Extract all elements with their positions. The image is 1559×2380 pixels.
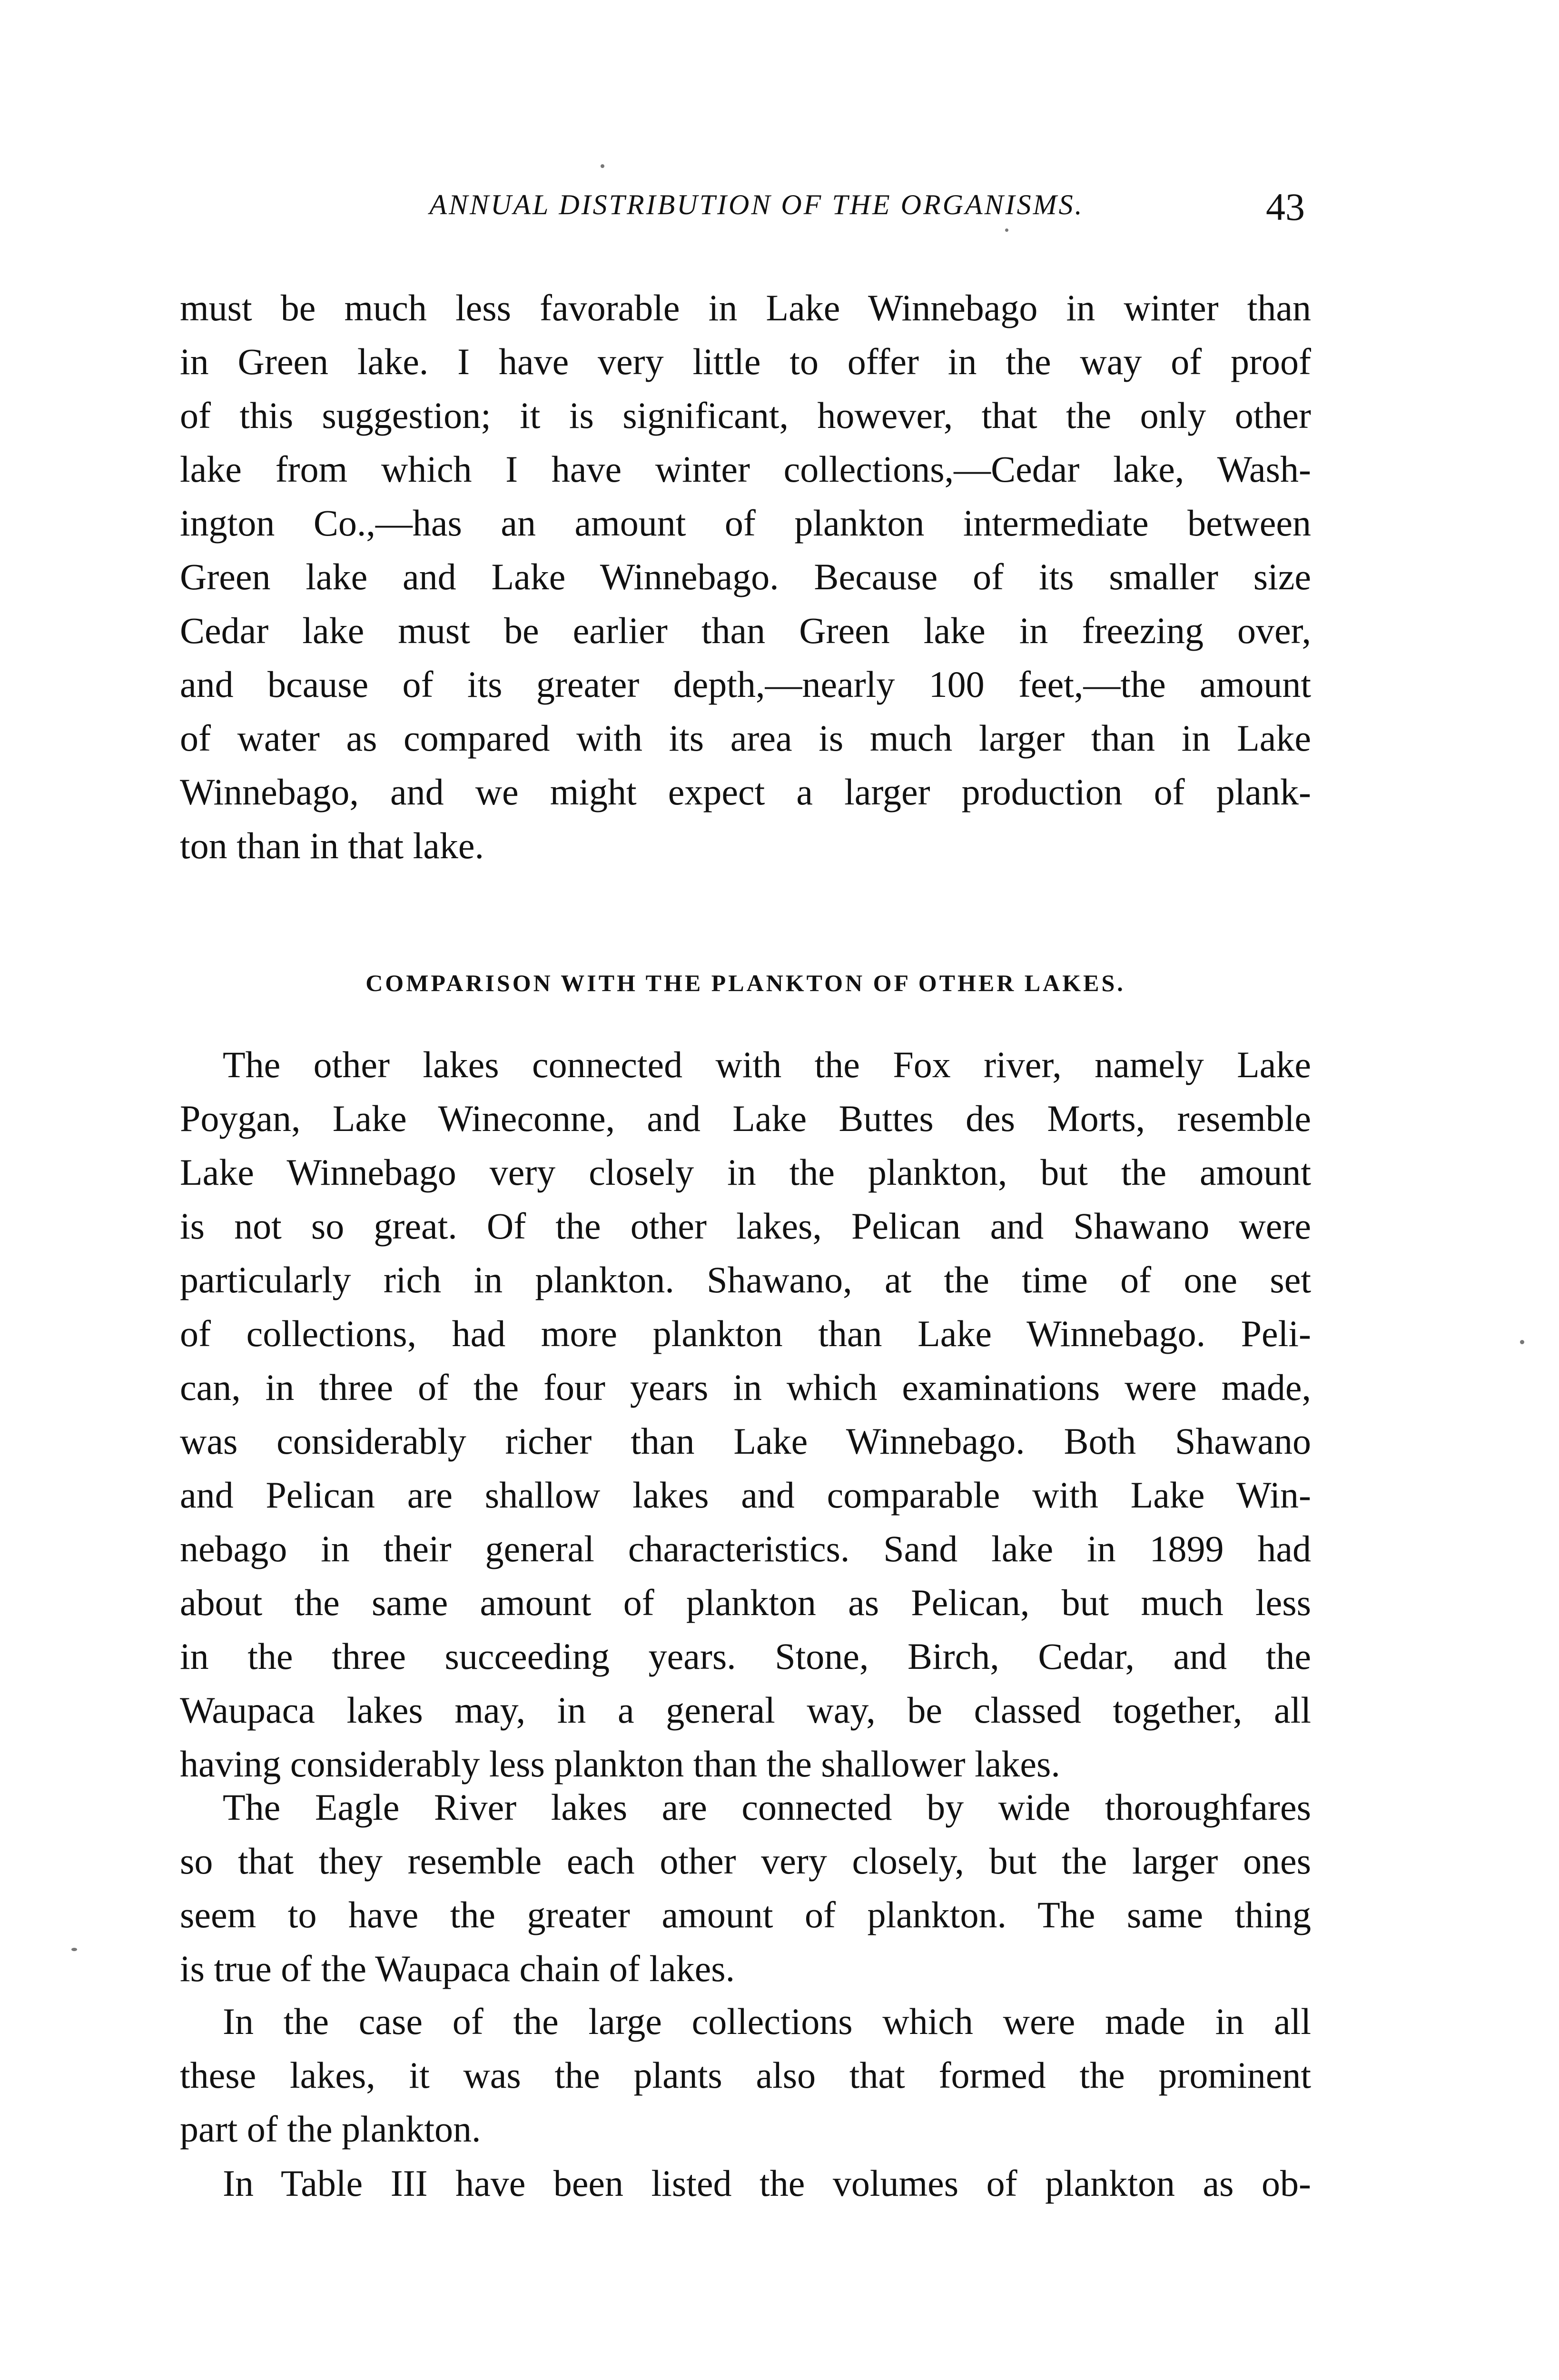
text-line: in Green lake. I have very little to offer in the way of proof [180,341,1311,382]
text-line: Winnebago, and we might expect a larger production of plank- [180,771,1311,813]
text-line: Poygan, Lake Wineconne, and Lake Buttes des Morts, resemble [180,1098,1311,1139]
text-line: In the case of the large collections which were made in all [223,2001,1311,2042]
text-line: and Pelican are shallow lakes and comparable with Lake Win- [180,1474,1311,1516]
text-line: of this suggestion; it is significant, however, that the only other [180,395,1311,436]
scan-speck [1520,1340,1524,1344]
paragraph-2 [180,1038,1311,1791]
paragraph-5 [180,2156,1311,2210]
running-head: ANNUAL DISTRIBUTION OF THE ORGANISMS. [429,189,1084,220]
text-line: is not so great. Of the other lakes, Pelican and Shawano were [180,1205,1311,1247]
text-line: can, in three of the four years in which examinations were made, [180,1367,1311,1408]
text-line: Cedar lake must be earlier than Green lake in freezing over, [180,610,1311,651]
text-line: lake from which I have winter collections,—Cedar lake, Wash- [180,448,1311,490]
text-line: Waupaca lakes may, in a general way, be classed together, all [180,1689,1311,1731]
text-line: part of the plankton. [180,2108,481,2150]
text-line: nebago in their general characteristics. Sand lake in 1899 had [180,1528,1311,1569]
text-line: ton than in that lake. [180,825,484,866]
paragraph-1 [180,281,1311,873]
text-line: of collections, had more plankton than Lake Winnebago. Peli- [180,1313,1311,1354]
text-line: must be much less favorable in Lake Winnebago in winter than [180,287,1311,328]
text-line: about the same amount of plankton as Pelican, but much less [180,1582,1311,1623]
text-line: Lake Winnebago very closely in the plankton, but the amount [180,1151,1311,1193]
text-line: in the three succeeding years. Stone, Birch, Cedar, and the [180,1636,1311,1677]
page-number: 43 [1266,185,1305,228]
scan-speck [1005,228,1008,232]
text-line: seem to have the greater amount of plankton. The same thing [180,1894,1311,1935]
text-line: In Table III have been listed the volumes of plankton as ob- [223,2162,1311,2204]
paragraph-3 [180,1780,1311,1995]
scan-speck [71,1948,77,1951]
text-line: The other lakes connected with the Fox river, namely Lake [223,1044,1311,1085]
section-heading: COMPARISON WITH THE PLANKTON OF OTHER LAKES. [365,970,1125,996]
text-line: was considerably richer than Lake Winnebago. Both Shawano [180,1420,1311,1462]
text-line: Green lake and Lake Winnebago. Because of its smaller size [180,556,1311,597]
text-line: ington Co.,—has an amount of plankton intermediate between [180,502,1311,544]
paragraph-4 [180,1994,1311,2156]
text-line: so that they resemble each other very closely, but the larger ones [180,1840,1311,1882]
text-line: these lakes, it was the plants also that formed the prominent [180,2054,1311,2096]
text-line: and bcause of its greater depth,—nearly 100 feet,—the amount [180,664,1311,705]
text-line: particularly rich in plankton. Shawano, at the time of one set [180,1259,1311,1300]
text-line: is true of the Waupaca chain of lakes. [180,1948,735,1989]
text-line: of water as compared with its area is much larger than in Lake [180,717,1311,759]
scan-speck [601,164,604,168]
text-line: having considerably less plankton than the shallower lakes. [180,1743,1060,1785]
text-line: The Eagle River lakes are connected by wide thoroughfares [223,1786,1311,1828]
